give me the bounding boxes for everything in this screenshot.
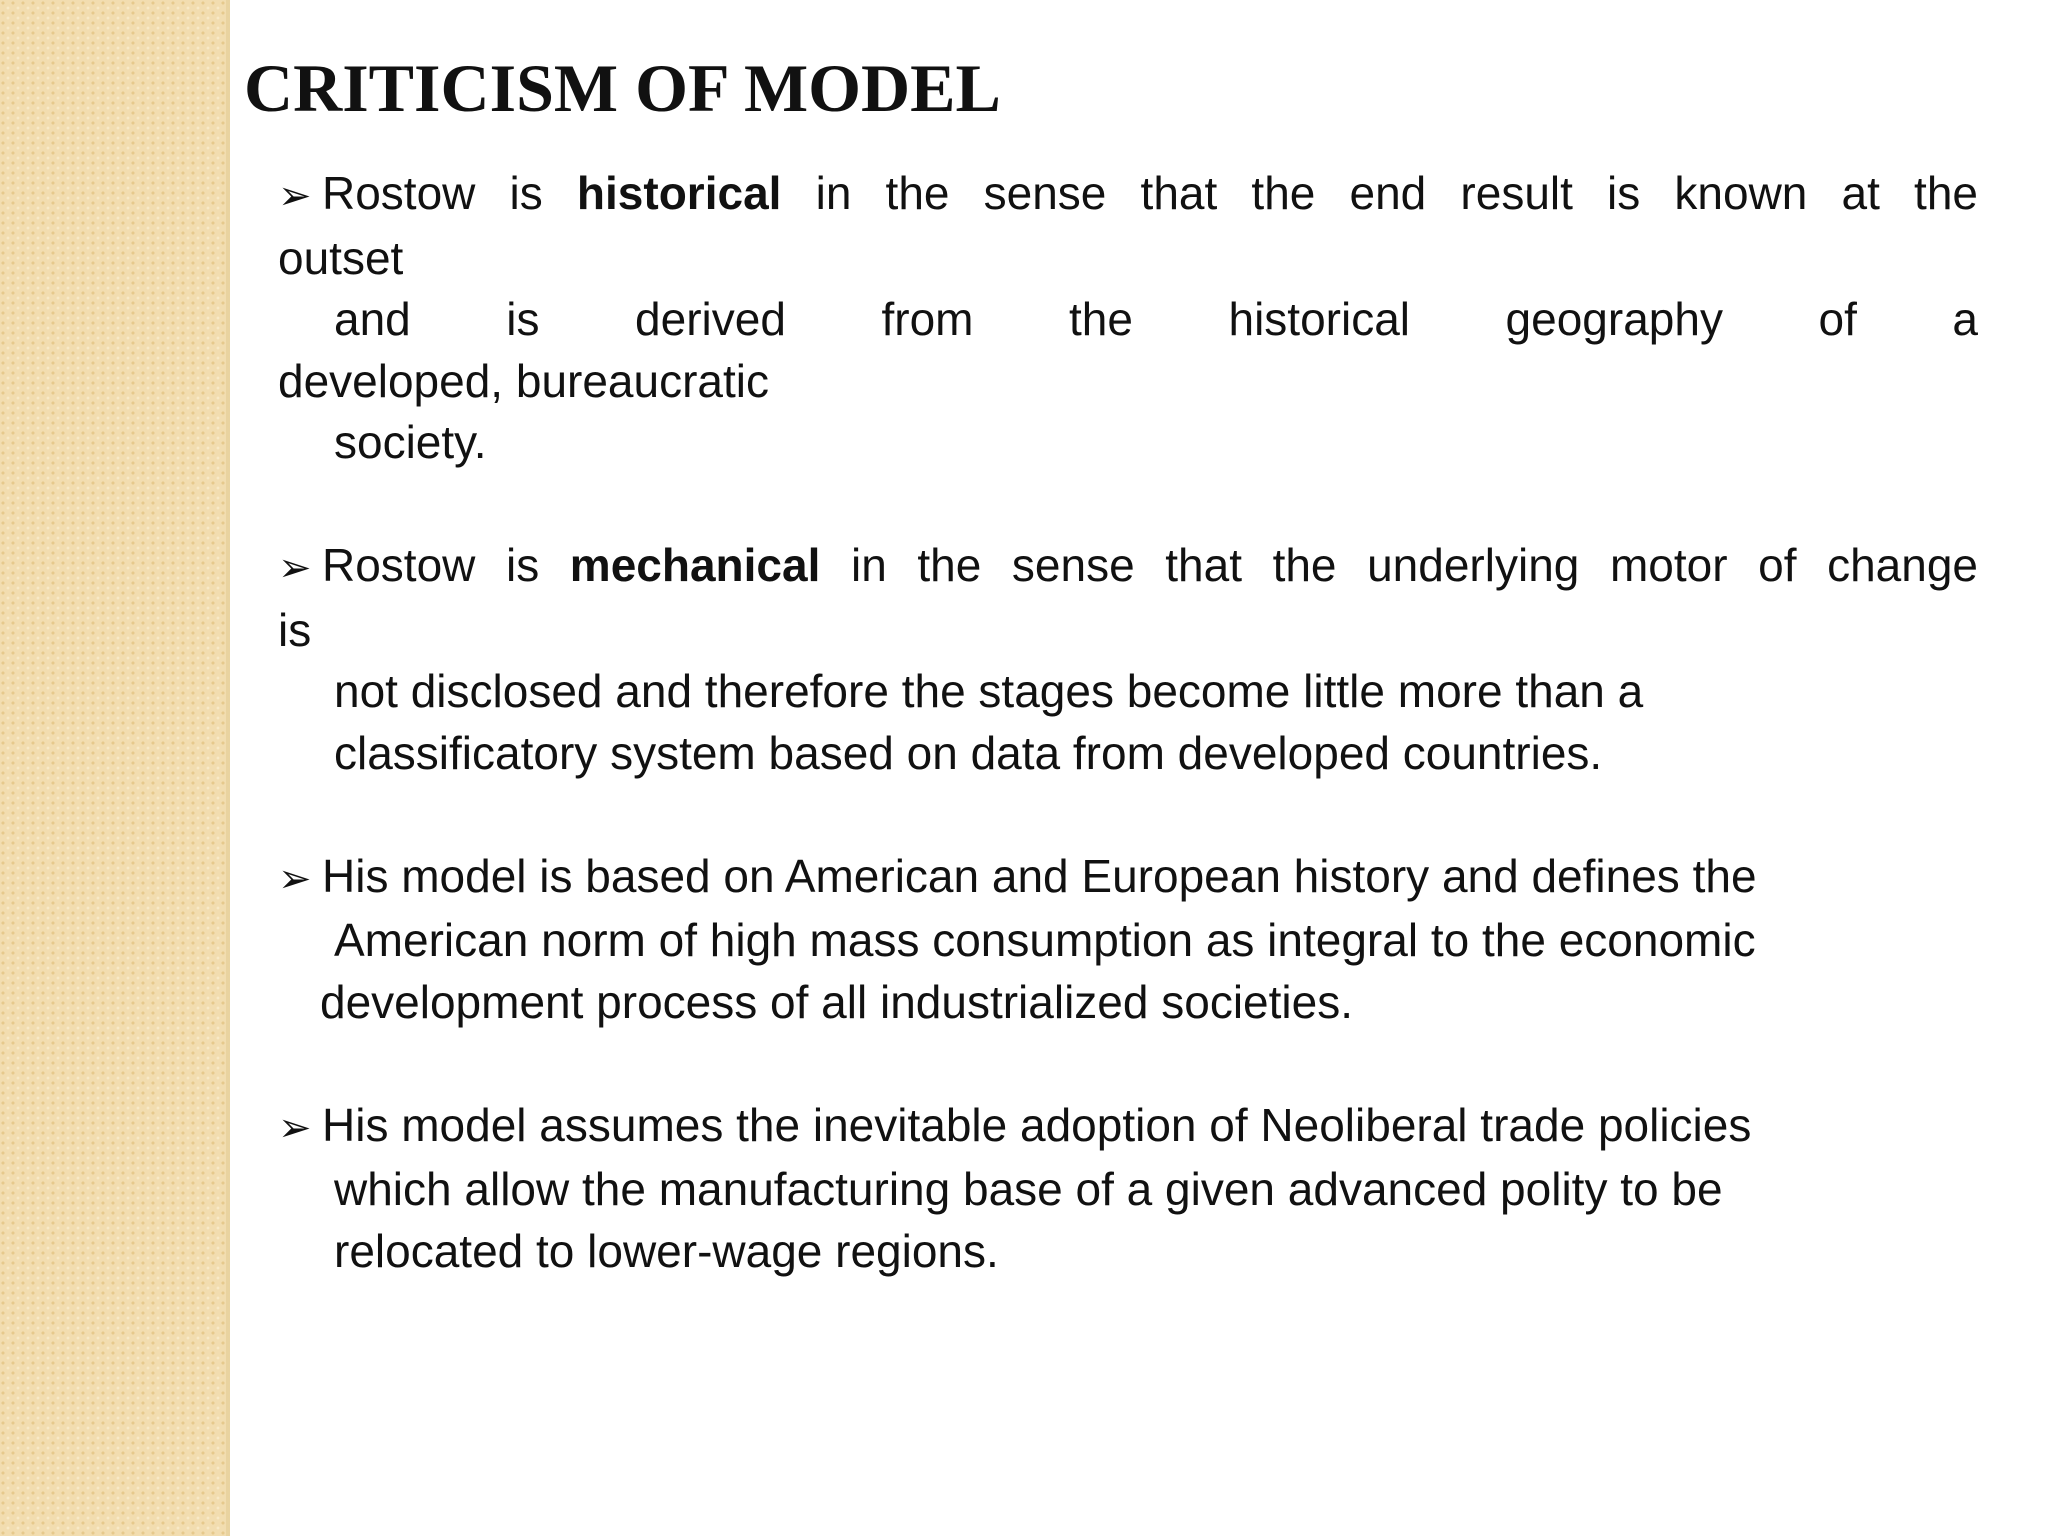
bullet-line: and is derived from the historical geography of a xyxy=(334,293,1978,345)
bullet-item-neoliberal xyxy=(278,1095,1978,1283)
decorative-side-band xyxy=(0,0,226,1536)
bullet-list xyxy=(278,163,1978,1344)
bullet-line: ➢ Rostow is mechanical in the sense that the underlying motor of change xyxy=(278,535,1978,600)
bullet-line: outset xyxy=(278,231,404,284)
bullet-line: American norm of high mass consumption as integral to the economic xyxy=(334,914,1756,966)
bullet-line: development process of all industrialized societies. xyxy=(320,975,1353,1028)
bullet-line: classificatory system based on data from developed countries. xyxy=(334,726,1603,779)
bullet-item-american-history xyxy=(278,846,1978,1034)
bold-term: historical xyxy=(576,167,782,219)
bullet-line: is xyxy=(278,603,312,656)
arrow-bullet-icon: ➢ xyxy=(278,546,312,590)
bullet-item-historical xyxy=(278,163,1978,474)
bullet-line: society. xyxy=(334,416,487,468)
bullet-line: not disclosed and therefore the stages become little more than a xyxy=(334,665,1644,717)
side-band-edge xyxy=(226,0,230,1536)
bullet-line: which allow the manufacturing base of a given advanced polity to be xyxy=(334,1163,1723,1215)
arrow-bullet-icon: ➢ xyxy=(278,856,312,901)
slide-title: CRITICISM OF MODEL xyxy=(244,50,1001,126)
bullet-line: developed, bureaucratic xyxy=(278,354,769,407)
arrow-bullet-icon: ➢ xyxy=(278,174,312,218)
bullet-item-mechanical xyxy=(278,535,1978,784)
bullet-line: ➢ His model assumes the inevitable adoption of Neoliberal trade policies xyxy=(278,1095,1978,1160)
arrow-bullet-icon: ➢ xyxy=(278,1105,312,1150)
bullet-line: ➢ Rostow is historical in the sense that the end result is known at the xyxy=(278,163,1978,228)
bullet-line: relocated to lower-wage regions. xyxy=(334,1224,999,1277)
bold-term: mechanical xyxy=(569,539,821,591)
bullet-line: ➢ His model is based on American and European history and defines the xyxy=(278,846,1978,911)
